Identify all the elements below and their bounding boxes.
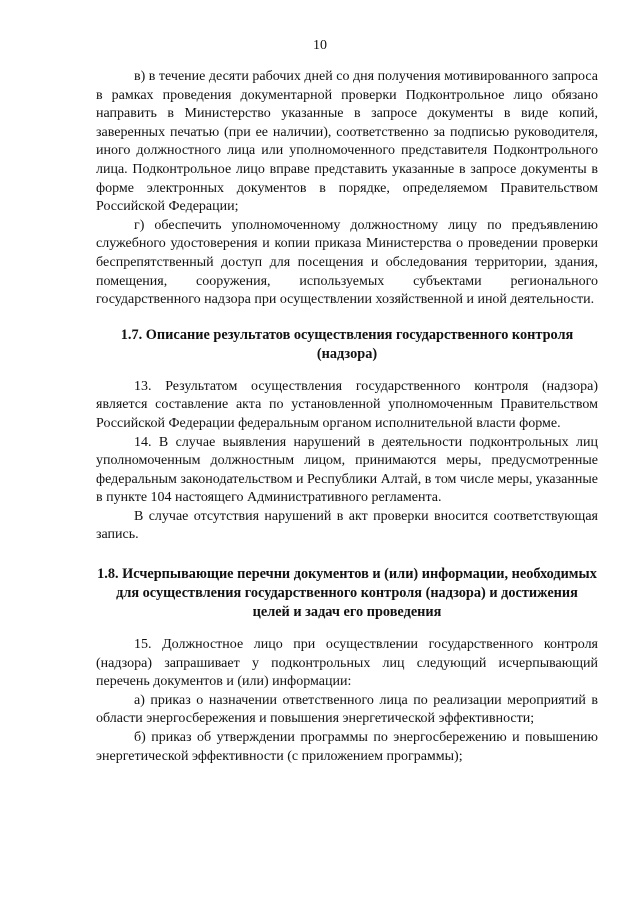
paragraph-13: 13. Результатом осуществления государственного контроля (надзора) является составление акта по установленной уполномоченным Правительством Российской Федерации федеральным органом исполнительной власти форме. (96, 378, 598, 431)
paragraph-g: г) обеспечить уполномоченному должностному лицу по предъявлению служебного удостоверения и копии приказа Министерства о проведении проверки беспрепятственный доступ для посещения и обследования территории, здания, помещения, сооружения, используемых субъектами регионального государственного надзора при осуществлении хозяйственной и иной деятельности. (96, 217, 598, 308)
page-content (96, 68, 598, 766)
section-1-8-heading: 1.8. Исчерпывающие перечни документов и (или) информации, необходимых для осуществления государственного контроля (надзора) и достижения целей и задач его проведения (97, 566, 597, 621)
list-item-b: б) приказ об утверждении программы по энергосбережению и повышению энергетической эффективности (с приложением программы); (96, 730, 598, 764)
paragraph-15: 15. Должностное лицо при осуществлении государственного контроля (надзора) запрашивает у подконтрольных лиц следующий исчерпывающий перечень документов и (или) информации: (96, 637, 598, 690)
paragraph-no-violations: В случае отсутствия нарушений в акт проверки вносится соответствующая запись. (96, 508, 598, 543)
page-number: 10 (313, 38, 327, 53)
list-item-a: а) приказ о назначении ответственного лица по реализации мероприятий в области энергосбережения и повышения энергетической эффективности; (96, 692, 598, 727)
paragraph-v: в) в течение десяти рабочих дней со дня получения мотивированного запроса в рамках проведения документарной проверки Подконтрольное лицо обязано направить в Министерство указанные в запросе документы в виде копий, заверенных печатью (при ее наличии), соответственно за подписью руководителя, иного должностного лица или уполномоченного представителя Подконтрольного лица. Подконтрольное лицо вправе представить указанные в запросе документы в форме электронных документов в порядке, определяемом Правительством Российской Федерации; (96, 69, 598, 215)
paragraph-14: 14. В случае выявления нарушений в деятельности подконтрольных лиц уполномоченным должностным лицом, принимаются меры, предусмотренные федеральным законодательством и Республики Алтай, в том числе меры, указанные в пункте 104 настоящего Административного регламента. (96, 434, 598, 506)
section-1-7-heading: 1.7. Описание результатов осуществления государственного контроля (надзора) (120, 326, 574, 362)
